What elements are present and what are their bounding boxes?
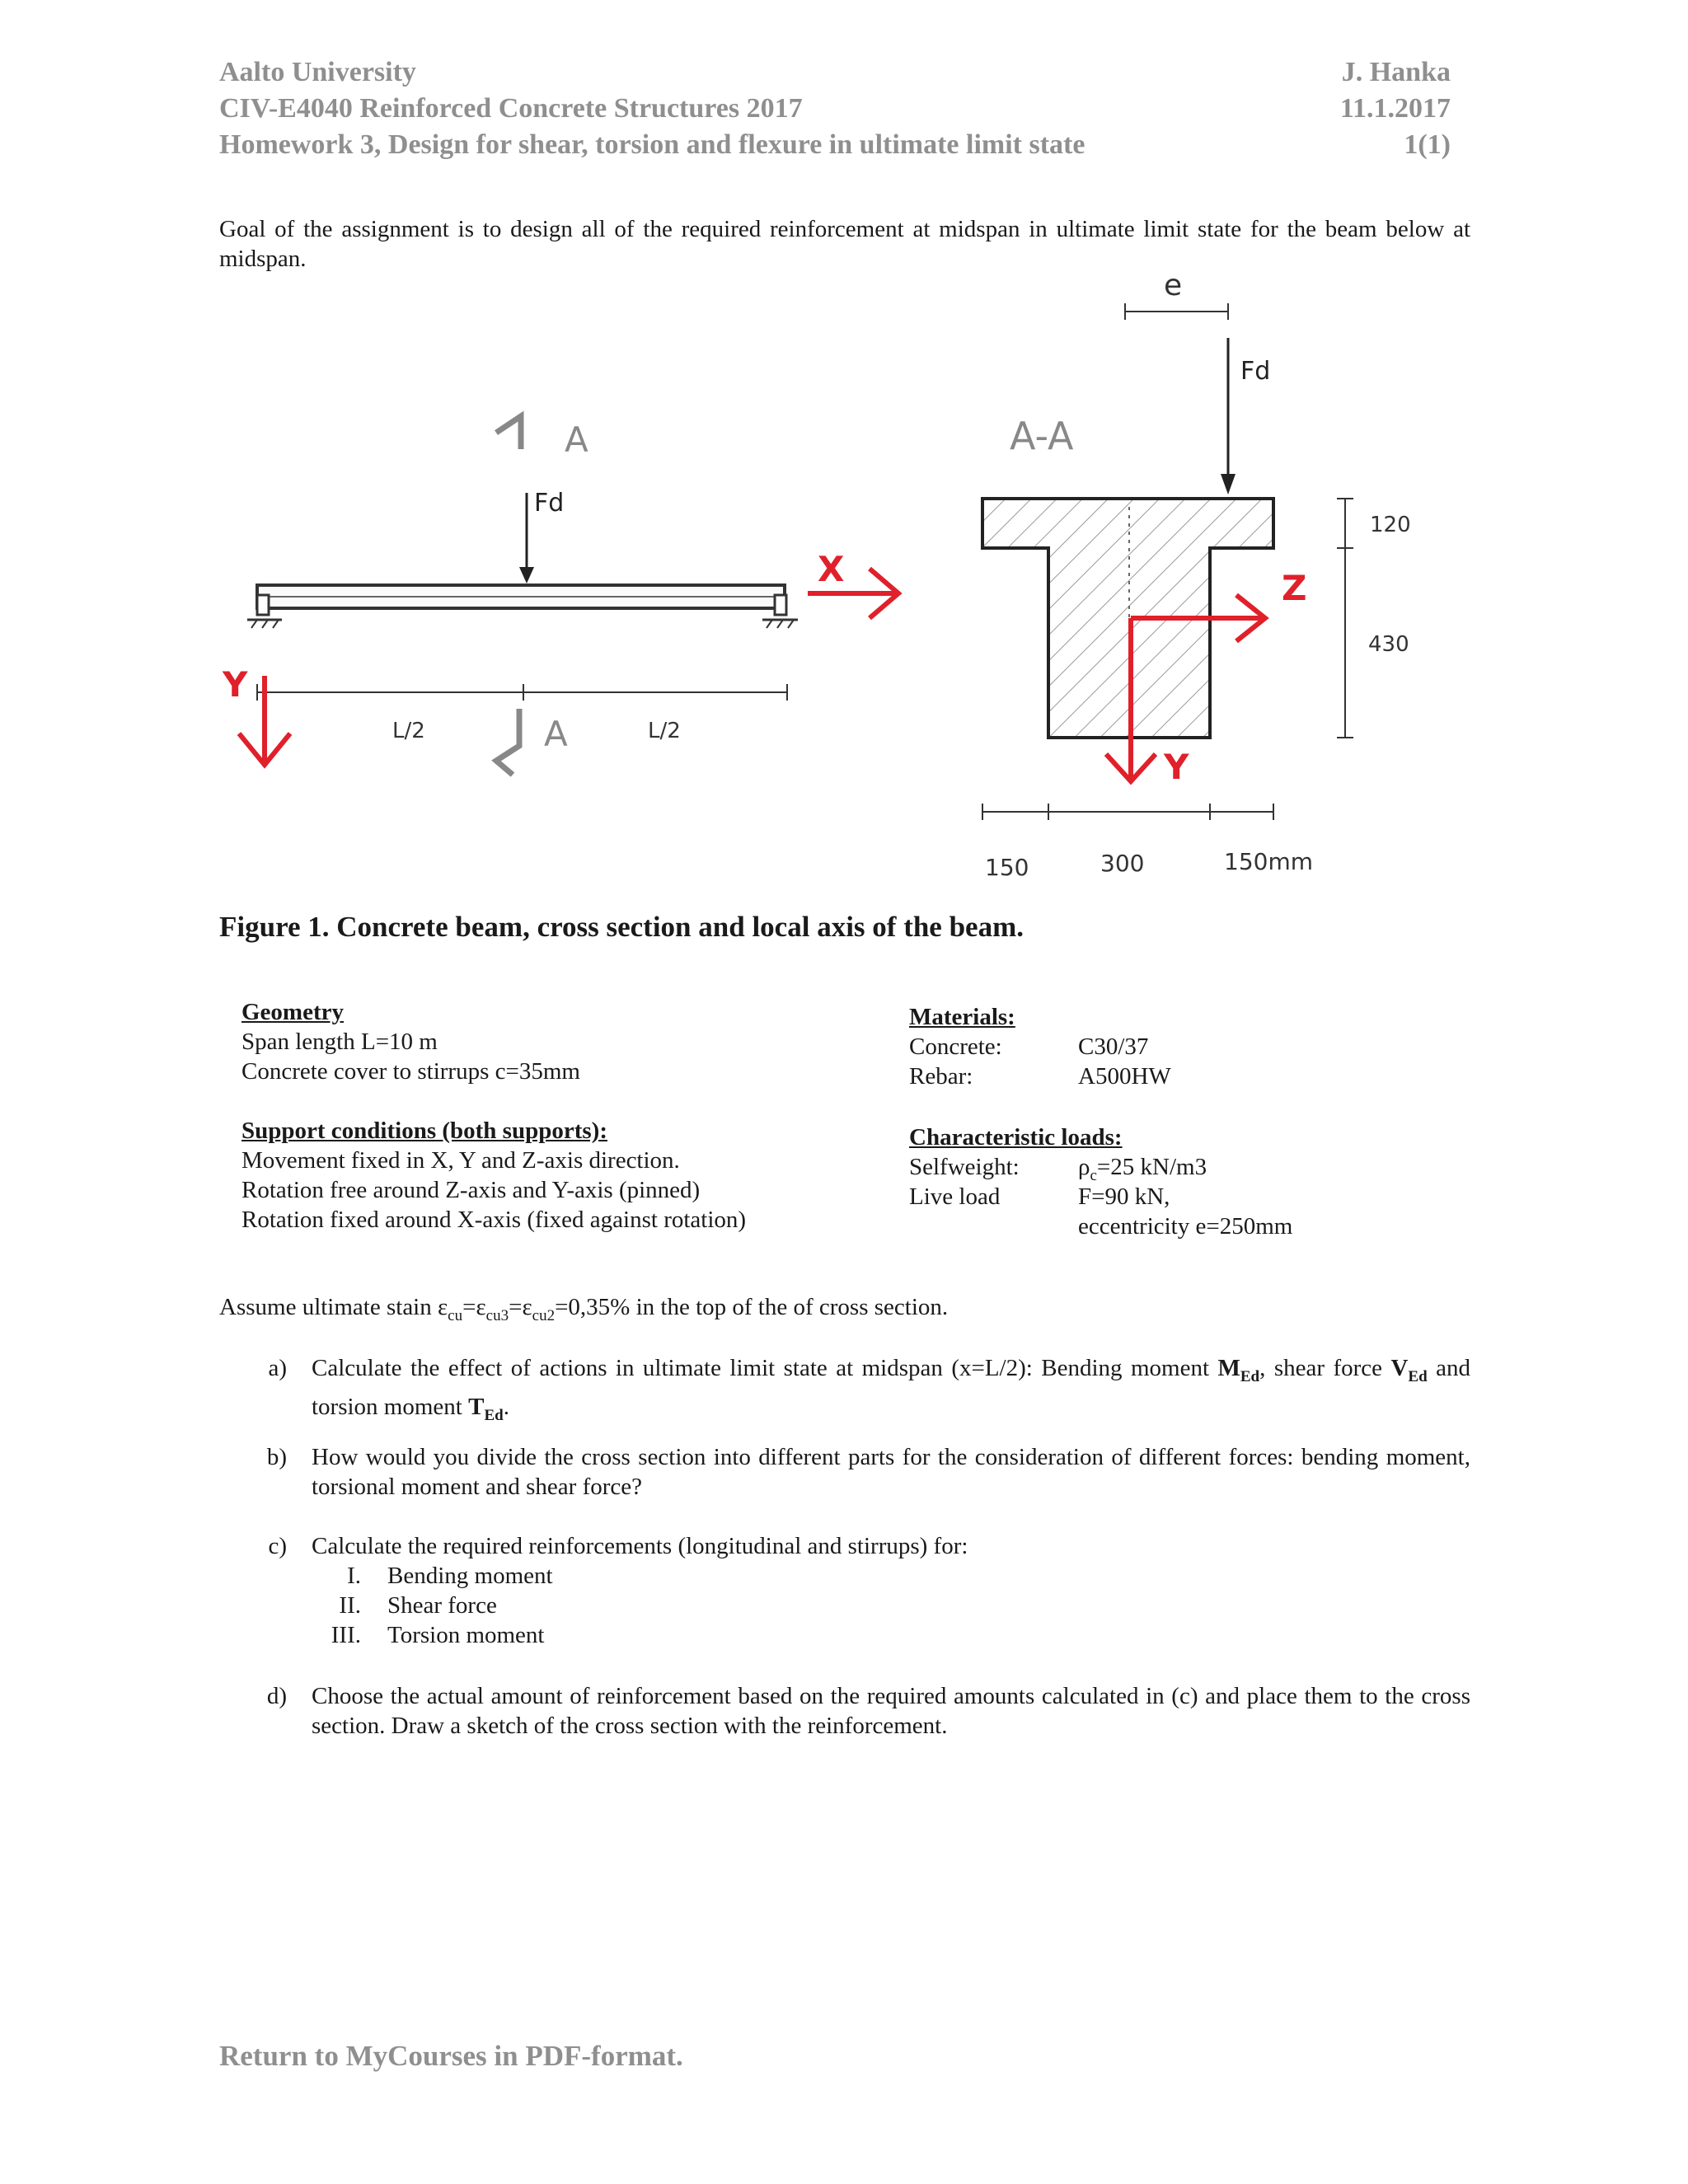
dim-web: 430 — [1368, 632, 1409, 657]
selfweight-value: =25 kN/m3 — [1096, 1154, 1207, 1180]
material-value: C30/37 — [1078, 1033, 1149, 1060]
support-line: Rotation free around Z-axis and Y-axis (pinned) — [241, 1177, 701, 1203]
x-axis-arrow — [808, 549, 898, 618]
ecc-label: e — [1164, 272, 1183, 302]
roman-numeral: I. — [347, 1563, 361, 1589]
section-y-label: Y — [1164, 747, 1189, 787]
eccentricity-value: eccentricity e=250mm — [1078, 1213, 1293, 1240]
beam-y-axis — [222, 664, 290, 765]
geometry-title: Geometry — [241, 999, 344, 1025]
live-load-label: Live load — [909, 1183, 1001, 1210]
question-c-text: Calculate the required reinforcements (longitudinal and stirrups) for: — [312, 1533, 968, 1559]
geometry-line: Concrete cover to stirrups c=35mm — [241, 1058, 580, 1085]
beam-figure — [206, 272, 1492, 898]
question-d-letter: d) — [266, 1683, 287, 1709]
c-item: Shear force — [387, 1592, 497, 1619]
material-label: Concrete: — [909, 1033, 1002, 1060]
selfweight-value-wrap: $\rho_c=25$ kN/m3 — [1078, 1154, 1207, 1184]
figure-caption: Figure 1. Concrete beam, cross section and local axis of the beam. — [219, 911, 1025, 943]
horizontal-dimensions — [982, 804, 1313, 881]
material-value: A500HW — [1078, 1063, 1171, 1090]
c-item: Torsion moment — [387, 1622, 545, 1648]
header-university: Aalto University — [219, 57, 416, 87]
question-a-text: Calculate the effect of actions in ultimate limit state at midspan (x=L/2): Bending moment $M_{Ed}$, shear force $V_{Ed}$ and torsion moment $T_{Ed}$. — [312, 1355, 1470, 1424]
section-mark-bottom — [496, 709, 568, 775]
assume-line: Assume ultimate stain $\varepsilon_{cu}=\varepsilon_{cu3}=\varepsilon_{cu2}=0,35\%$ in the top of the of cross section. — [219, 1294, 949, 1324]
materials-block — [909, 1002, 1321, 1091]
c-item: Bending moment — [387, 1563, 553, 1589]
loads-block — [909, 1122, 1404, 1241]
header-page: 1(1) — [1404, 129, 1451, 160]
support-line: Rotation fixed around X-axis (fixed against rotation) — [241, 1207, 747, 1233]
roman-numeral: III. — [331, 1622, 361, 1648]
question-c-letter: c) — [268, 1533, 287, 1559]
selfweight-label: Selfweight: — [909, 1154, 1020, 1180]
x-axis-label: X — [818, 549, 845, 589]
question-b-text: How would you divide the cross section into different parts for the consideration of different forces: bending moment, torsional moment and shear force? — [312, 1444, 1470, 1500]
section-load — [1221, 338, 1270, 494]
question-a-part3: and torsion moment — [312, 1355, 1470, 1420]
question-d-text: Choose the actual amount of reinforcement based on the required amounts calculated in (c) and place them to the cross section. Draw a sketch of the cross section with the reinforcement. — [312, 1683, 1470, 1739]
load-label-beam: Fd — [534, 489, 565, 518]
footer-note: Return to MyCourses in PDF-format. — [219, 2040, 683, 2072]
section-z-label: Z — [1282, 568, 1307, 608]
question-a-letter: a) — [268, 1355, 287, 1381]
dim-left: 150 — [985, 854, 1029, 881]
dim-right: 150mm — [1224, 848, 1313, 875]
dim-mid: 300 — [1100, 850, 1145, 877]
eccentricity-dim — [1125, 272, 1228, 320]
material-label: Rebar: — [909, 1063, 973, 1090]
materials-title: Materials: — [909, 1004, 1015, 1030]
support-line: Movement fixed in X, Y and Z-axis direction. — [241, 1147, 680, 1174]
question-a-part1: Calculate the effect of actions in ultimate limit state at midspan (x=L/2): Bending moment — [312, 1355, 1218, 1381]
beam-y-label: Y — [223, 664, 248, 705]
svg-text:A: A — [544, 714, 568, 754]
beam-elevation — [222, 416, 798, 775]
cross-section — [982, 272, 1411, 881]
span-half-left: L/2 — [392, 719, 425, 743]
dim-flange: 120 — [1370, 513, 1411, 537]
geometry-line: Span length L=10 m — [241, 1029, 438, 1055]
support-title: Support conditions (both supports): — [241, 1118, 607, 1144]
question-b-letter: b) — [266, 1444, 287, 1470]
question-a-part2: , shear force — [1259, 1355, 1383, 1381]
roman-numeral: II. — [339, 1592, 361, 1619]
intro-text: Goal of the assignment is to design all of the required reinforcement at midspan in ultimate limit state for the beam below at midspan. — [219, 216, 1470, 272]
section-mark-top — [496, 416, 588, 460]
header-course: CIV-E4040 Reinforced Concrete Structures 2017 — [219, 93, 803, 124]
geometry-block — [241, 997, 580, 1086]
svg-text:A: A — [565, 419, 588, 460]
vertical-dimensions — [1337, 499, 1411, 738]
header-date: 11.1.2017 — [1339, 93, 1451, 124]
header-author: J. Hanka — [1341, 57, 1451, 87]
load-arrow — [519, 489, 564, 583]
loads-title: Characteristic loads: — [909, 1124, 1123, 1151]
section-load-label: Fd — [1240, 357, 1271, 386]
live-load-value: F=90 kN, — [1078, 1183, 1170, 1210]
support-block — [241, 1116, 746, 1235]
section-title: A-A — [1010, 414, 1074, 458]
assume-suffix: =0,35% in the top of the of cross section. — [555, 1294, 949, 1320]
assume-prefix: Assume ultimate stain ε — [219, 1294, 448, 1320]
span-half-right: L/2 — [648, 719, 681, 743]
header-homework: Homework 3, Design for shear, torsion and flexure in ultimate limit state — [219, 129, 1085, 160]
